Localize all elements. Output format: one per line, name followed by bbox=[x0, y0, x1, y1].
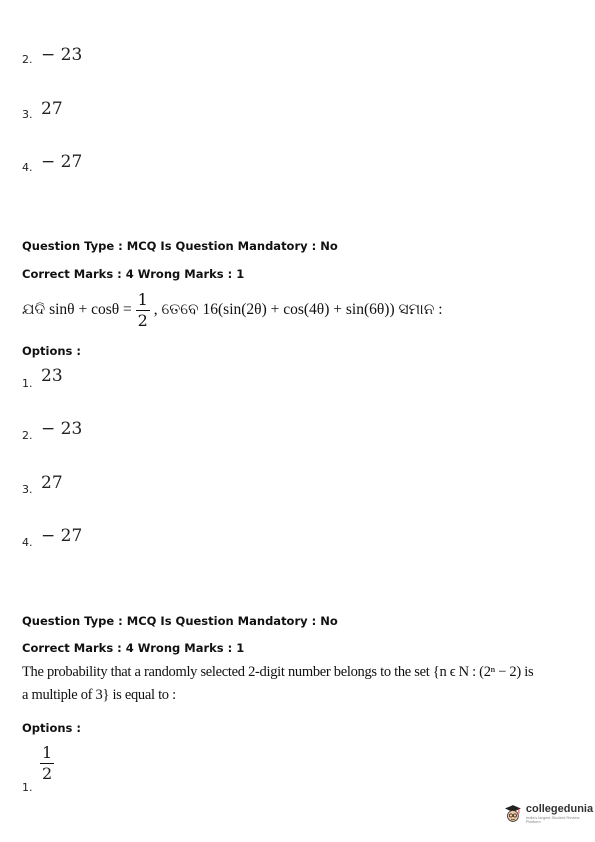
fraction bbox=[40, 745, 54, 782]
option-value: − 23 bbox=[41, 45, 83, 65]
option-number: 1. bbox=[22, 377, 33, 390]
marks-line: Correct Marks : 4 Wrong Marks : 1 bbox=[22, 267, 245, 281]
logo-name: collegedunia bbox=[525, 803, 594, 815]
options-label: Options : bbox=[22, 721, 81, 735]
marks-line: Correct Marks : 4 Wrong Marks : 1 bbox=[22, 641, 245, 655]
option-number: 2. bbox=[22, 53, 33, 66]
option-number: 2. bbox=[22, 429, 33, 442]
option-value: 27 bbox=[41, 99, 63, 119]
question-text-line: The probability that a randomly selected 2-digit number belongs to the set {n ϵ N : (2ⁿ − 2) is bbox=[22, 664, 534, 680]
option-number: 4. bbox=[22, 161, 33, 174]
fraction-numerator: 1 bbox=[42, 743, 53, 762]
option-value: 23 bbox=[41, 366, 63, 386]
graduate-mascot-icon bbox=[504, 804, 522, 824]
option-number: 4. bbox=[22, 536, 33, 549]
options-label: Options : bbox=[22, 344, 81, 358]
question-text-suffix: , ତେବେ 16(sin(2θ) + cos(4θ) + sin(6θ)) ସମାନ : bbox=[149, 301, 443, 319]
fraction-numerator: 1 bbox=[137, 290, 148, 309]
option-value: − 27 bbox=[41, 152, 83, 172]
question-text bbox=[22, 292, 443, 329]
option-value: − 23 bbox=[41, 419, 83, 439]
option-value: − 27 bbox=[41, 526, 83, 546]
fraction-denominator: 2 bbox=[137, 311, 148, 330]
option-number: 3. bbox=[22, 483, 33, 496]
option-number: 3. bbox=[22, 108, 33, 121]
question-type-line: Question Type : MCQ Is Question Mandatory : No bbox=[22, 614, 338, 628]
fraction bbox=[136, 292, 150, 329]
option-number: 1. bbox=[22, 781, 33, 794]
question-text-line: a multiple of 3} is equal to : bbox=[22, 687, 176, 703]
collegedunia-logo bbox=[504, 804, 595, 824]
question-type-line: Question Type : MCQ Is Question Mandatory : No bbox=[22, 239, 338, 253]
logo-tagline: India's largest Student Review Platform bbox=[525, 815, 580, 824]
question-text-prefix: ଯଦି sinθ + cosθ = bbox=[22, 301, 136, 319]
question-text bbox=[22, 661, 567, 707]
option-value: 27 bbox=[41, 473, 63, 493]
fraction-denominator: 2 bbox=[42, 764, 53, 783]
option-value bbox=[40, 745, 54, 782]
